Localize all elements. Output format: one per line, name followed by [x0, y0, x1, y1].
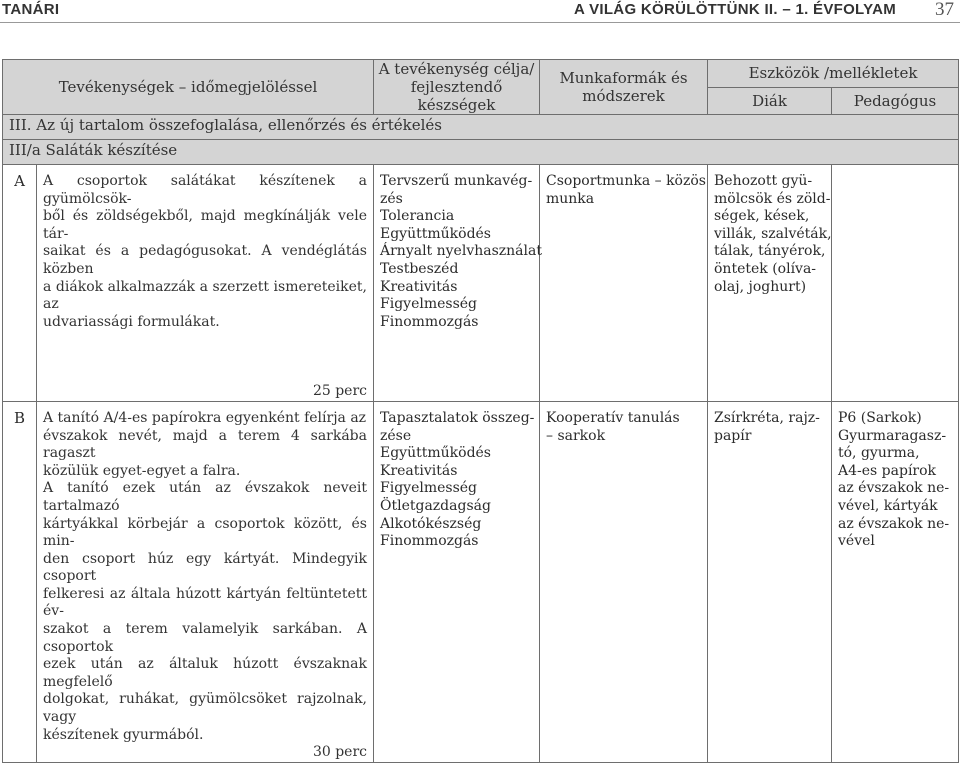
student-tools-cell	[708, 401, 832, 762]
header-right-text: A VILÁG KÖRÜLÖTTÜNK II. – 1. ÉVFOLYAM	[574, 1, 896, 18]
goals-cell	[374, 165, 540, 402]
desc-line: kártyákkal körbejár a csoportok között, és min-	[43, 515, 367, 550]
desc-line: közülük egyet-egyet a falra.	[43, 462, 241, 479]
method-item: Csoportmunka – közös	[546, 173, 706, 189]
row-letter	[3, 165, 37, 402]
goal-item: Finommozgás	[380, 313, 479, 330]
activity-time: 25 perc	[312, 383, 367, 400]
header-goal-line2: fejlesztendő készségek	[410, 78, 503, 114]
header-teacher-text: Pedagógus	[853, 91, 937, 110]
goals-cell	[374, 401, 540, 762]
goal-item: Testbeszéd	[380, 260, 459, 277]
student-tool-item: olaj, joghurt)	[714, 278, 807, 295]
header-goal	[374, 60, 540, 115]
desc-line: készítenek gyurmából.	[43, 726, 204, 743]
page-header	[0, 0, 960, 22]
teacher-tool-item: Gyurmaragasz-	[838, 427, 947, 444]
student-tool-item: Behozott gyü-	[714, 173, 813, 189]
teacher-tool-item: az évszakok ne-	[838, 480, 950, 497]
student-tool-item: mölcsök és zöld-	[714, 190, 831, 207]
goal-item: Együttműködés	[380, 445, 491, 462]
header-student	[708, 87, 832, 115]
student-tools-cell	[708, 165, 832, 402]
teacher-tool-item: vével, kártyák	[838, 497, 938, 514]
desc-line: ezek után az általuk húzott évszaknak megfelelő	[43, 656, 367, 690]
desc-line: ből és zöldségekből, majd megkínálják vele tár-	[43, 208, 367, 242]
header-rule	[0, 22, 960, 23]
header-teacher	[832, 87, 959, 115]
section-title: III. Az új tartalom összefoglalása, ellenőrzés és értékelés	[9, 116, 442, 134]
activity-description	[37, 401, 374, 762]
goal-item: Kreativitás	[380, 278, 458, 295]
method-item: munka	[546, 190, 595, 207]
goal-item: Ötletgazdagság	[380, 497, 491, 514]
desc-line: évszakok nevét, majd a terem 4 sarkába ragaszt	[43, 427, 367, 462]
goal-item: Figyelmesség	[380, 480, 478, 497]
goal-item: zés	[380, 190, 403, 207]
teacher-tool-item: P6 (Sarkok)	[838, 409, 922, 426]
row-letter-text: B	[13, 408, 26, 427]
subsection-title: III/a Saláták készítése	[9, 141, 178, 159]
teacher-tool-item: tó, gyurma,	[838, 445, 920, 462]
activity-description	[37, 165, 374, 402]
desc-line: a diákok alkalmazzák a szerzett ismereteiket, az	[43, 278, 367, 313]
teacher-tools-cell	[832, 401, 959, 762]
student-tool-item: villák, szalvéták,	[714, 225, 832, 242]
goal-item: Figyelmesség	[380, 296, 478, 313]
desc-line: A tanító ezek után az évszakok neveit tartalmazó	[43, 480, 367, 514]
teacher-tool-item: A4-es papírok	[838, 462, 937, 479]
activity-time: 30 perc	[312, 744, 367, 761]
goal-item: Árnyalt nyelvhasználat	[380, 243, 542, 260]
teacher-tools-cell	[832, 165, 959, 402]
goal-item: Tolerancia	[380, 208, 455, 225]
methods-cell	[540, 401, 708, 762]
goal-item: Kreativitás	[380, 462, 458, 479]
header-activities	[3, 60, 374, 115]
desc-line: den csoport húz egy kártyát. Mindegyik csoport	[43, 550, 367, 585]
header-left-text: TANÁRI	[2, 1, 60, 18]
teacher-tool-item: vével	[838, 533, 875, 550]
desc-line: dolgokat, ruhákat, gyümölcsöket rajzolnak, vagy	[43, 691, 367, 726]
desc-line: saikat és a pedagógusokat. A vendéglátás közben	[43, 243, 367, 277]
goal-item: Együttműködés	[380, 225, 491, 242]
header-activities-text: Tevékenységek – időmegjelöléssel	[58, 78, 318, 96]
header-methods-line2: módszerek	[582, 87, 665, 105]
page-number: 37	[935, 0, 954, 20]
desc-line: szakot a terem valamelyik sarkában. A csoportok	[43, 621, 367, 655]
header-goal-line1: A tevékenység célja/	[378, 60, 535, 78]
desc-line: udvariassági formulákat.	[43, 313, 220, 330]
student-tool-item: öntetek (olíva-	[714, 260, 817, 277]
goal-item: Tervszerű munkavég-	[380, 173, 533, 189]
methods-cell	[540, 165, 708, 402]
method-item: – sarkok	[546, 427, 606, 444]
student-tool-item: tálak, tányérok,	[714, 243, 826, 260]
student-tool-item: Zsírkréta, rajz-	[714, 409, 820, 426]
method-item: Kooperatív tanulás	[546, 409, 680, 426]
goal-item: zése	[380, 427, 412, 444]
table-row	[3, 165, 959, 402]
row-letter	[3, 401, 37, 762]
header-methods	[540, 60, 708, 115]
student-tool-item: papír	[714, 427, 752, 444]
header-tools	[708, 60, 959, 88]
desc-line: A tanító A/4-es papírokra egyenként felírja az	[43, 409, 367, 426]
header-tools-text: Eszközök /mellékletek	[748, 64, 918, 83]
goal-item: Alkotókészség	[380, 515, 482, 532]
table-row	[3, 401, 959, 762]
student-tool-item: ségek, kések,	[714, 208, 810, 225]
header-methods-line1: Munkaformák és	[559, 69, 688, 87]
desc-line: felkeresi az általa húzott kártyán feltüntetett év-	[43, 585, 367, 620]
subsection-row	[3, 140, 959, 165]
goal-item: Finommozgás	[380, 533, 479, 550]
header-student-text: Diák	[752, 91, 787, 110]
goal-item: Tapasztalatok összeg-	[380, 409, 535, 426]
desc-line: A csoportok salátákat készítenek a gyümölcsök-	[43, 173, 367, 207]
lesson-table	[2, 59, 959, 763]
row-letter-text: A	[14, 172, 25, 190]
teacher-tool-item: az évszakok ne-	[838, 515, 950, 532]
section-row	[3, 115, 959, 140]
